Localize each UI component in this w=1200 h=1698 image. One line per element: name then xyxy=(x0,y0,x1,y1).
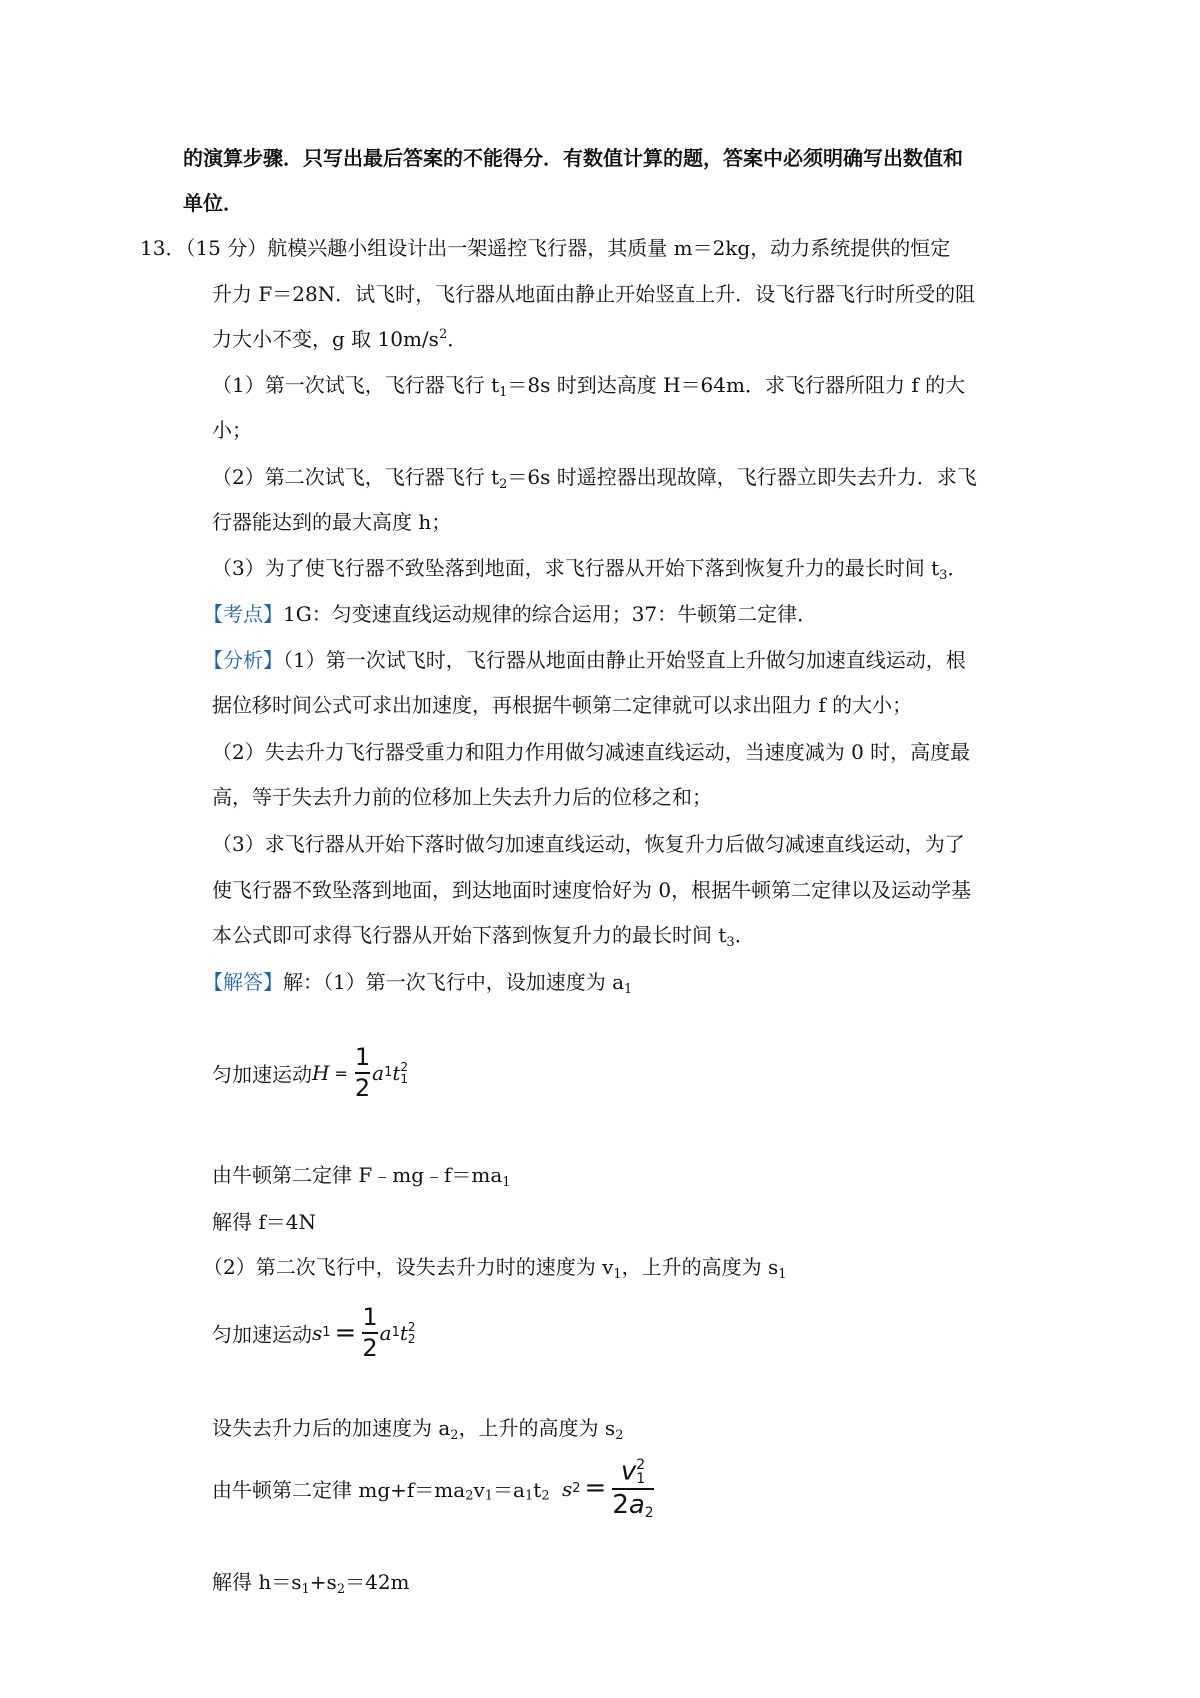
equation-2: 匀加速运动 s 1 = $\frac{1}{2}$ a 1 t 2 2 xyxy=(212,1303,416,1363)
fenxi-line-7: 本公式即可求得飞行器从开始下落到恢复升力的最长时间 $t_3$． xyxy=(212,923,755,950)
equation-3-math: s 2 = v 2 1 $2a_2$ xyxy=(561,1456,654,1521)
question-line-1: 13．（15 分）航模兴趣小组设计出一架遥控飞行器，其质量 m＝2kg，动力系统提供的恒定 xyxy=(140,236,951,260)
part-3-line: （3）为了使飞行器不致坠落到地面，求飞行器从开始下落到恢复升力的最长时间 $t_3$． xyxy=(212,556,968,583)
equation-2-math: s 1 = $\frac{1}{2}$ a 1 t 2 2 xyxy=(312,1303,416,1363)
part-2-line-2: 行器能达到的最大高度 h； xyxy=(212,510,452,534)
part-1-line-1: （1）第一次试飞，飞行器飞行 $t_1=8s$ 时到达高度 H＝64m．求飞行器所阻力 f 的大 xyxy=(212,373,966,400)
fenxi-line-5: （3）求飞行器从开始下落时做匀加速直线运动，恢复升力后做匀减速直线运动，为了 xyxy=(212,832,965,856)
equation-1: 匀加速运动 H = $\frac{1}{2}$ a 1 t 2 1 xyxy=(212,1043,409,1103)
header-line-1: 的演算步骤．只写出最后答案的不能得分．有数值计算的题，答案中必须明确写出数值和 xyxy=(183,146,963,170)
result-2-line: 解得 $h=s_1+s_2=42m$ xyxy=(212,1570,410,1597)
question-line-2: 升力 F＝28N．试飞时，飞行器从地面由静止开始竖直上升．设飞行器飞行时所受的阻 xyxy=(212,282,976,306)
question-line-3: 力大小不变，g 取 $10m/s^2$． xyxy=(212,327,468,351)
newton-2-line: 由牛顿第二定律 $mg+f=ma_2v_1=a_1t_2$ s 2 = v 2 1 $2a_2$ xyxy=(212,1456,654,1521)
fenxi-line-3: （2）失去升力飞行器受重力和阻力作用做匀减速直线运动，当速度减为 0 时，高度最 xyxy=(212,740,971,764)
part-1-line-2: 小； xyxy=(212,418,252,442)
fenxi-line-6: 使飞行器不致坠落到地面，到达地面时速度恰好为 0，根据牛顿第二定律以及运动学基 xyxy=(212,878,972,902)
fenxi-line-1: 【分析】（1）第一次试飞时，飞行器从地面由静止开始竖直上升做匀加速直线运动，根 xyxy=(203,648,966,672)
header-line-2: 单位． xyxy=(183,191,243,215)
equation-1-math: H = $\frac{1}{2}$ a 1 t 2 1 xyxy=(312,1043,409,1103)
fenxi-line-4: 高，等于失去升力前的位移加上失去升力后的位移之和； xyxy=(212,785,712,809)
fenxi-tag: 【分析】 xyxy=(203,648,283,672)
kaodian-line: 【考点】1G：匀变速直线运动规律的综合运用；37：牛顿第二定律． xyxy=(203,602,818,626)
fenxi-line-2: 据位移时间公式可求出加速度，再根据牛顿第二定律就可以求出阻力 f 的大小； xyxy=(212,693,913,717)
jieda-tag: 【解答】 xyxy=(203,970,283,994)
kaodian-tag: 【考点】 xyxy=(203,602,283,626)
part-2-solution-line: （2）第二次飞行中，设失去升力时的速度为 $v_1$，上升的高度为 $s_1$ xyxy=(203,1255,787,1282)
set-2-line: 设失去升力后的加速度为 $a_2$，上升的高度为 $s_2$ xyxy=(212,1416,624,1443)
part-2-line-1: （2）第二次试飞，飞行器飞行 $t_2=6s$ 时遥控器出现故障，飞行器立即失去升力．求飞 xyxy=(212,465,977,492)
newton-1-line: 由牛顿第二定律 $F﹣mg﹣f=ma_1$ xyxy=(212,1163,511,1190)
jieda-intro: 【解答】解：（1）第一次飞行中，设加速度为 $a_1$ xyxy=(203,970,633,997)
result-1-line: 解得 f＝4N xyxy=(212,1210,316,1234)
